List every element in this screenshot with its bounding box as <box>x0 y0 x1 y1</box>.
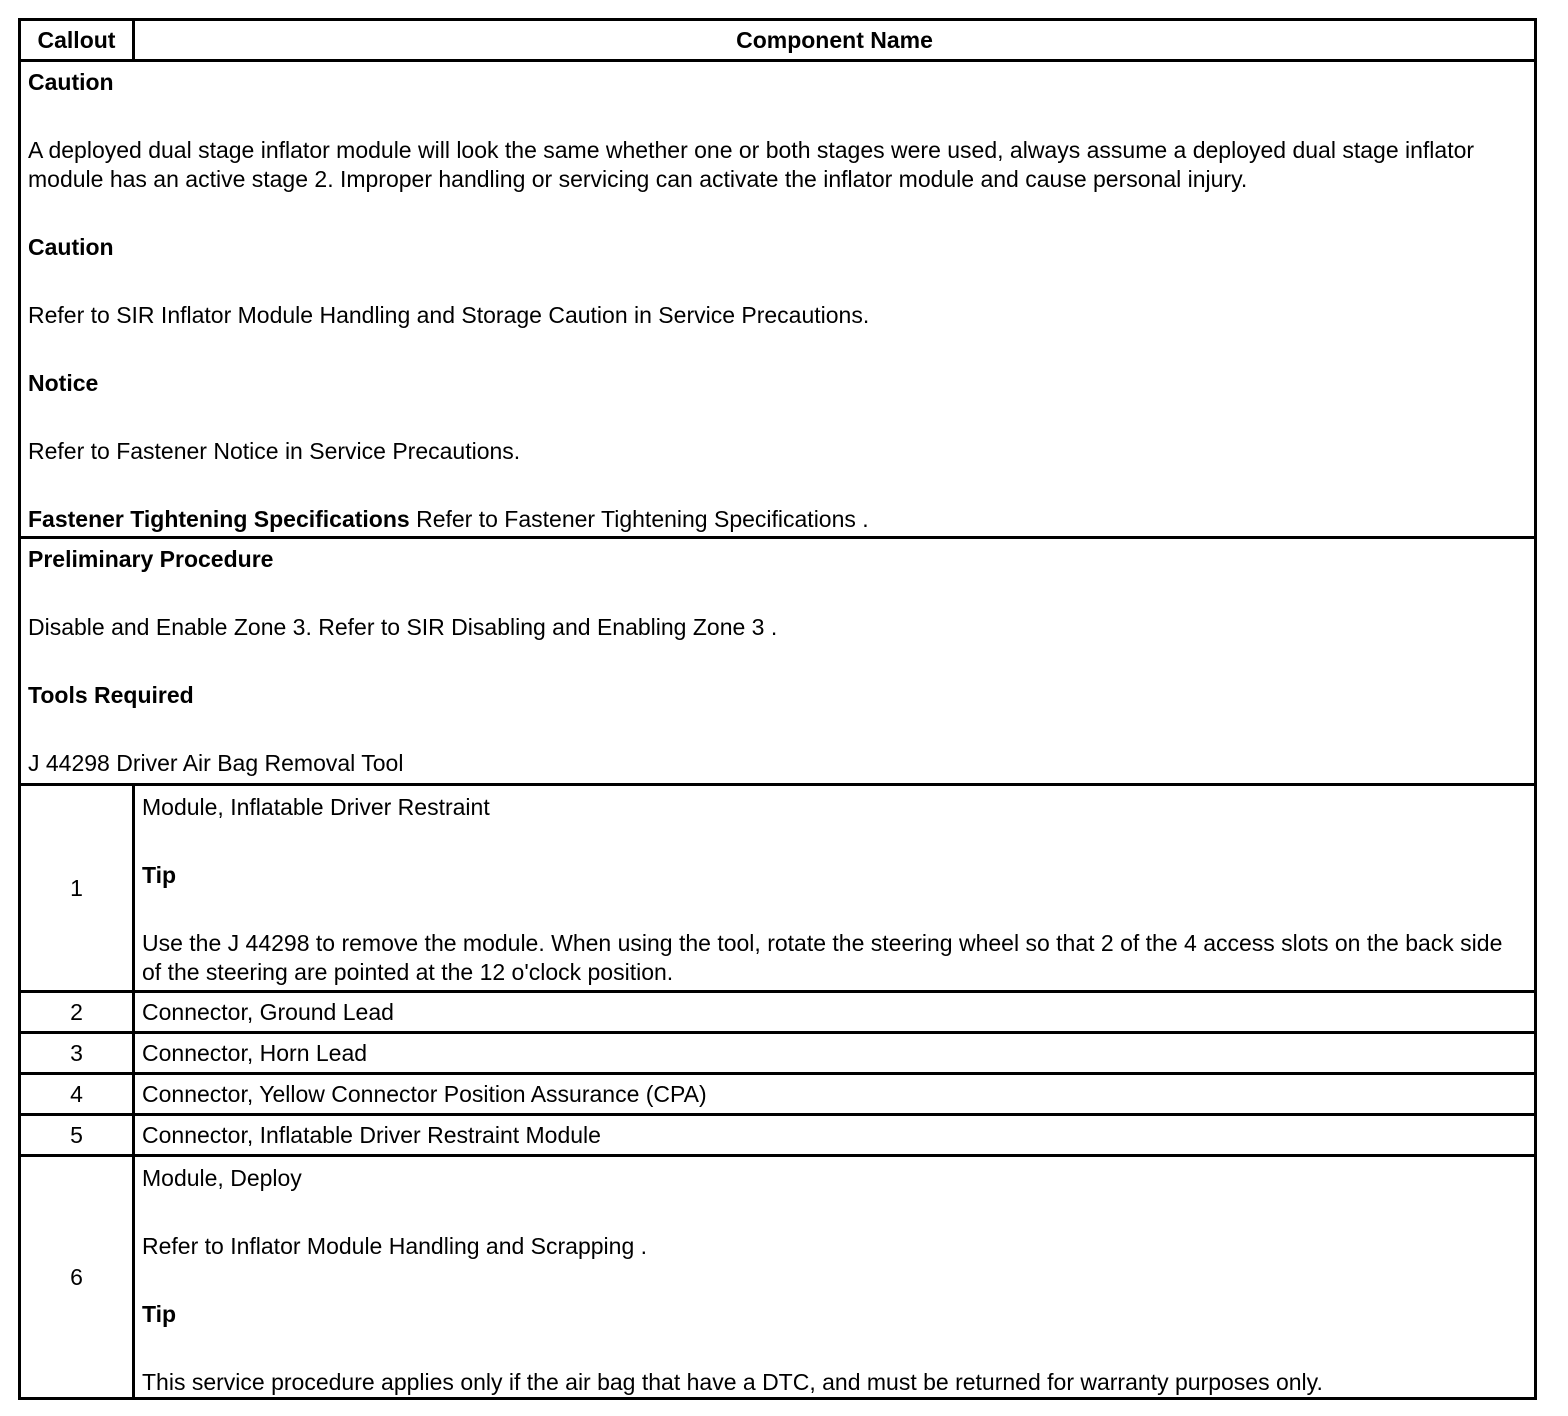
fastener-specs-line <box>28 505 1526 534</box>
table-row <box>20 1156 1536 1399</box>
fastener-specs-title: Fastener Tightening Specifications <box>28 506 410 532</box>
component-name: Connector, Ground Lead <box>134 992 1536 1033</box>
tools-required-text: J 44298 Driver Air Bag Removal Tool <box>28 750 404 776</box>
component-name: Connector, Horn Lead <box>134 1033 1536 1074</box>
callout-cell: 1 <box>20 785 134 992</box>
precautions-cell <box>20 61 1536 538</box>
component-name: Connector, Yellow Connector Position Assurance (CPA) <box>134 1074 1536 1115</box>
tip-title: Tip <box>142 1301 177 1327</box>
tip-title: Tip <box>142 862 177 888</box>
component-cell <box>134 785 1536 992</box>
callout-header: Callout <box>20 20 134 61</box>
preliminary-title: Preliminary Procedure <box>28 546 274 572</box>
preliminary-cell <box>20 538 1536 785</box>
tools-required-title: Tools Required <box>28 682 194 708</box>
component-cell <box>134 1156 1536 1399</box>
notice-text: Refer to Fastener Notice in Service Precautions. <box>28 438 521 464</box>
table-row <box>20 1074 1536 1115</box>
callout-cell: 6 <box>20 1156 134 1399</box>
component-name: Module, Inflatable Driver Restraint <box>142 794 490 820</box>
component-name-header: Component Name <box>134 20 1536 61</box>
caution-1-text: A deployed dual stage inflator module will look the same whether one or both stages were used, always assume a deployed dual stage inflator module has an active stage 2. Improper handling or servicing can activate the inflator module and cause personal injury. <box>28 137 1475 192</box>
caution-2-text: Refer to SIR Inflator Module Handling and Storage Caution in Service Precautions. <box>28 302 870 328</box>
callout-cell: 5 <box>20 1115 134 1156</box>
table-row <box>20 785 1536 992</box>
callout-cell: 3 <box>20 1033 134 1074</box>
table-header-row <box>20 20 1536 61</box>
caution-2-title: Caution <box>28 234 114 260</box>
tip-text: This service procedure applies only if the air bag that have a DTC, and must be returned for warranty purposes only. <box>142 1369 1323 1395</box>
callout-cell: 2 <box>20 992 134 1033</box>
precautions-row <box>20 61 1536 538</box>
fastener-specs-text: Refer to Fastener Tightening Specifications . <box>409 506 869 532</box>
reference-text: Refer to Inflator Module Handling and Scrapping . <box>142 1233 648 1259</box>
table-row <box>20 1115 1536 1156</box>
table-row <box>20 992 1536 1033</box>
callout-cell: 4 <box>20 1074 134 1115</box>
caution-1-title: Caution <box>28 69 114 95</box>
component-name: Module, Deploy <box>142 1165 302 1191</box>
tip-text: Use the J 44298 to remove the module. When using the tool, rotate the steering wheel so that 2 of the 4 access slots on the back side of the steering are pointed at the 12 o'clock position. <box>142 930 1503 985</box>
notice-title: Notice <box>28 370 99 396</box>
preliminary-row <box>20 538 1536 785</box>
preliminary-text: Disable and Enable Zone 3. Refer to SIR Disabling and Enabling Zone 3 . <box>28 614 778 640</box>
component-table <box>18 18 1537 1400</box>
component-name: Connector, Inflatable Driver Restraint Module <box>134 1115 1536 1156</box>
table-row <box>20 1033 1536 1074</box>
